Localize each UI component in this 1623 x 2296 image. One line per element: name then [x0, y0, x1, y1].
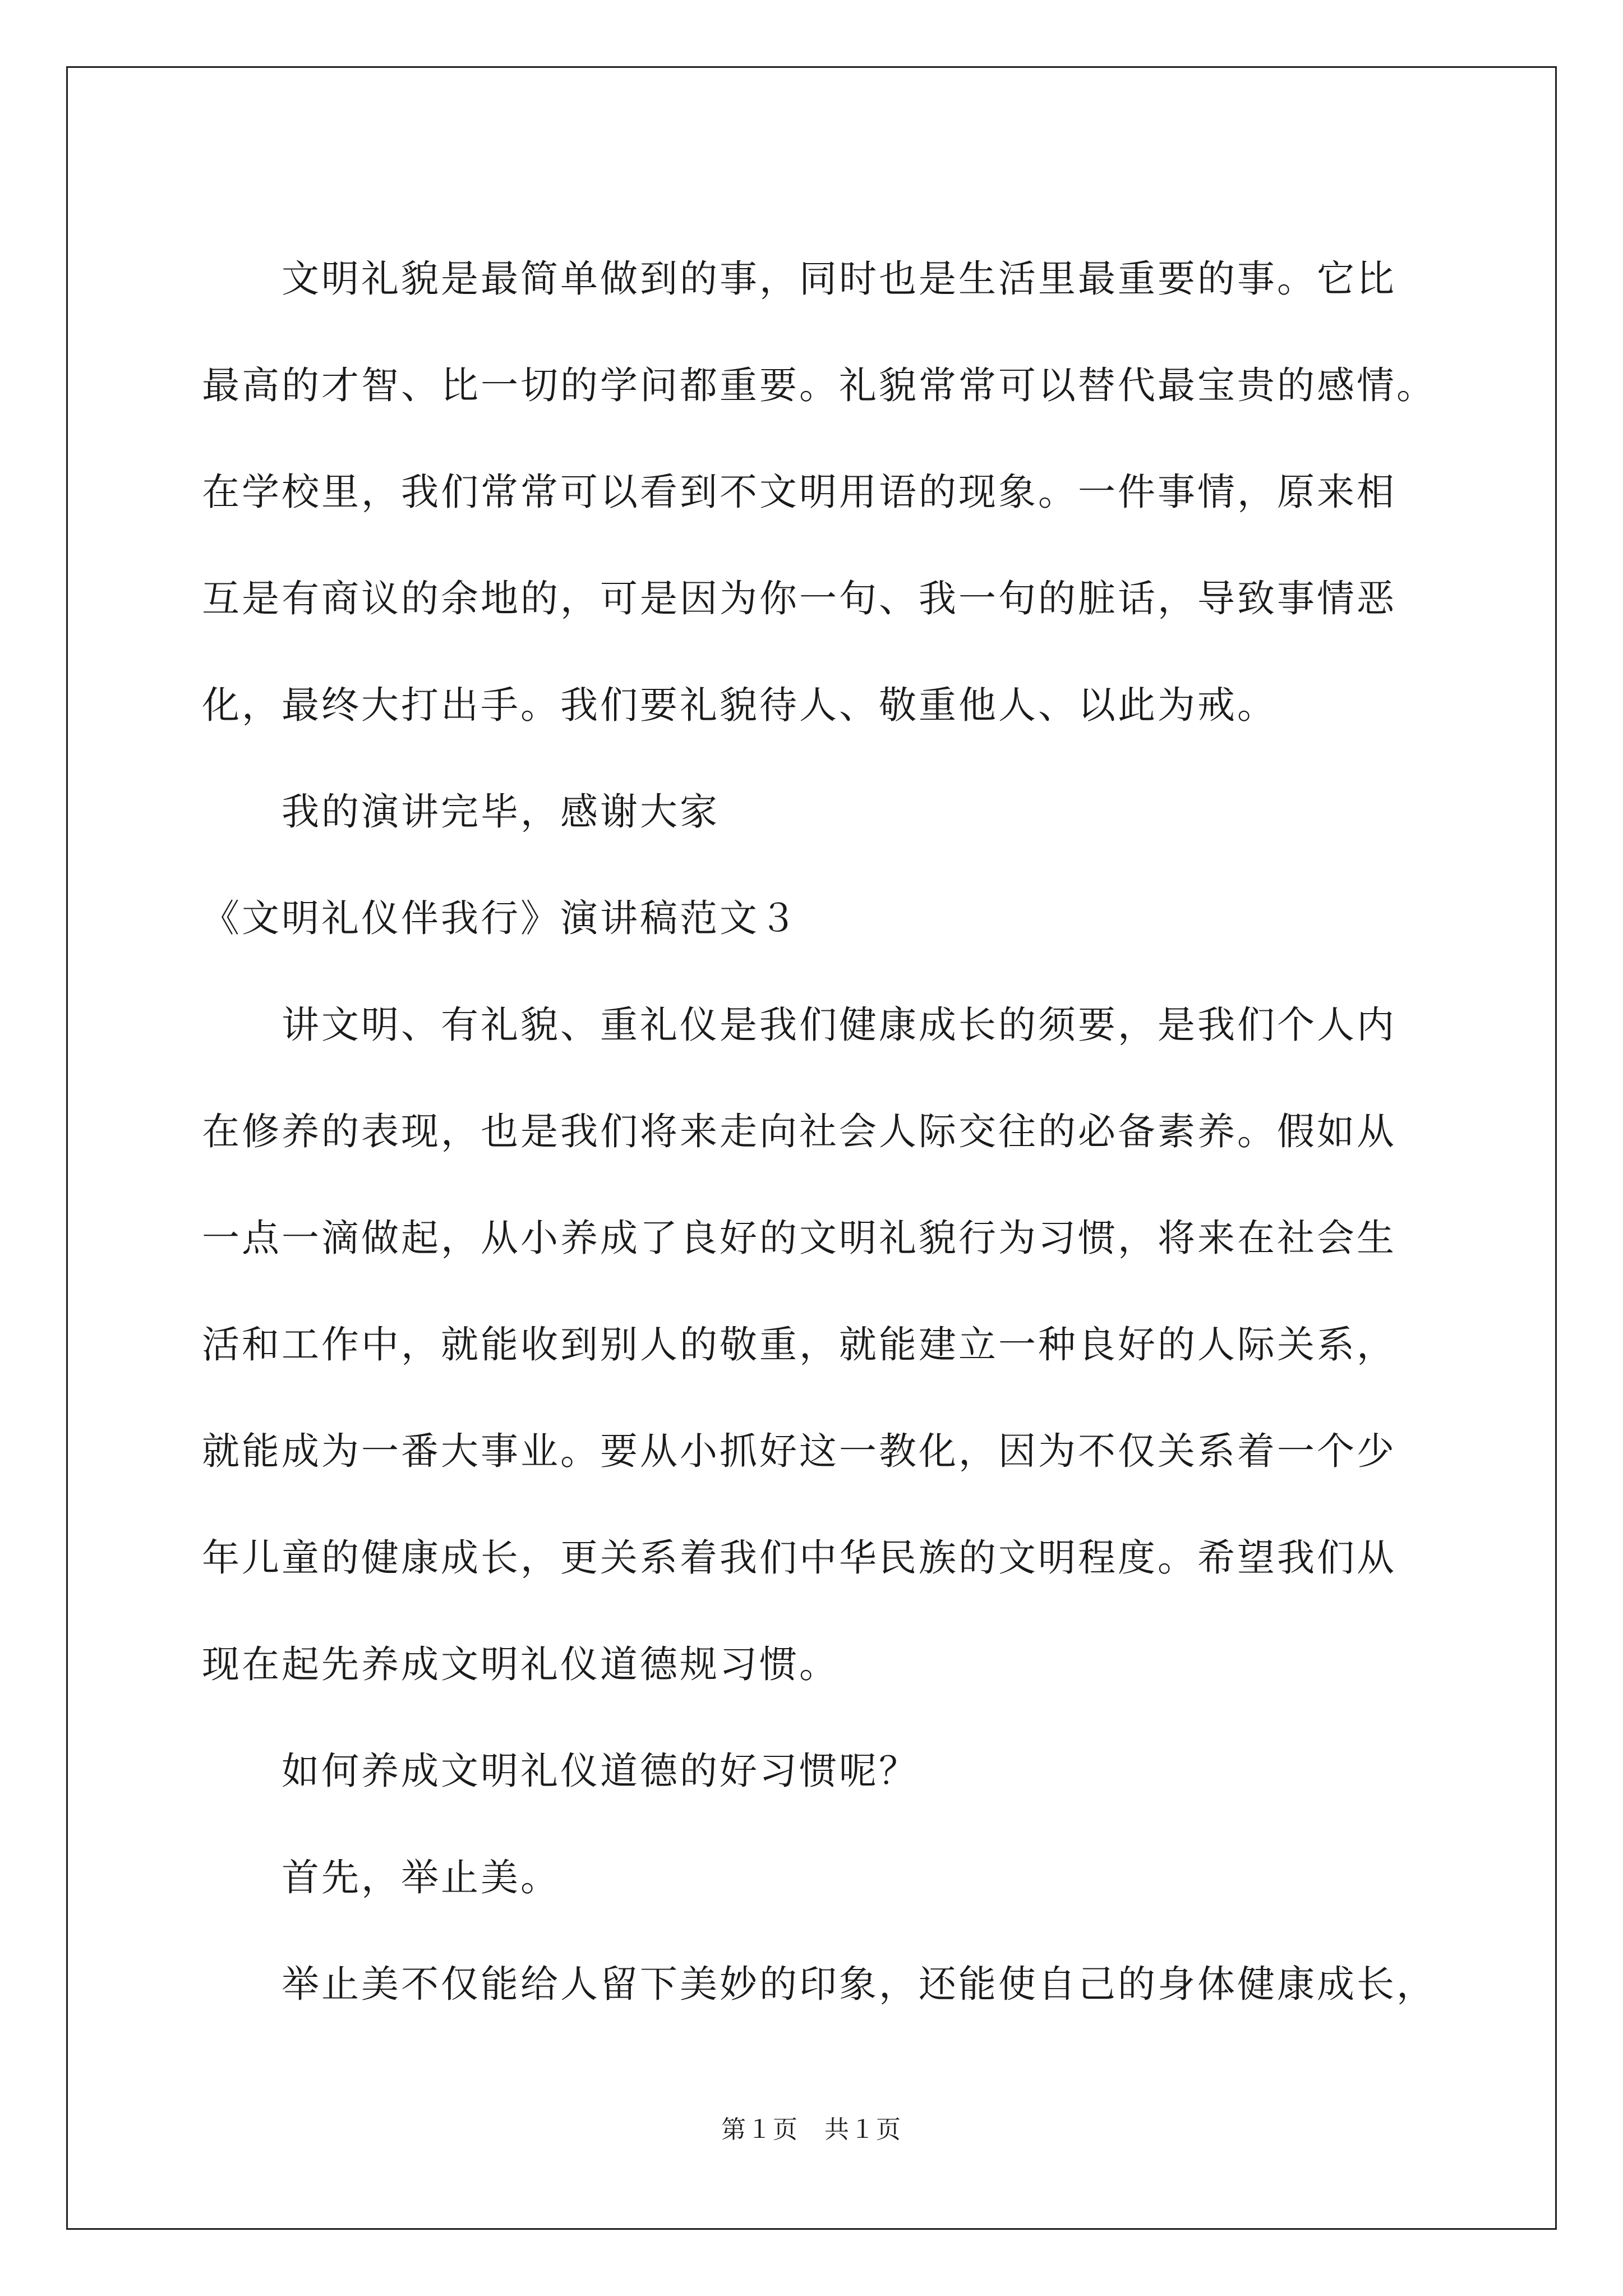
section-heading: 《文明礼仪伴我行》演讲稿范文３	[202, 896, 799, 940]
body-line: 讲文明、有礼貌、重礼仪是我们健康成长的须要，是我们个人内	[282, 1003, 1396, 1047]
body-line: 一点一滴做起，从小养成了良好的文明礼貌行为习惯，将来在社会生	[202, 1216, 1396, 1260]
body-line: 现在起先养成文明礼仪道德规习惯。	[202, 1642, 839, 1686]
closing-line: 我的演讲完毕，感谢大家	[282, 790, 720, 834]
body-line: 年儿童的健康成长，更关系着我们中华民族的文明程度。希望我们从	[202, 1536, 1396, 1580]
body-line: 文明礼貌是最简单做到的事，同时也是生活里最重要的事。它比	[282, 257, 1396, 301]
body-line: 在修养的表现，也是我们将来走向社会人际交往的必备素养。假如从	[202, 1110, 1396, 1153]
body-line: 最高的才智、比一切的学问都重要。礼貌常常可以替代最宝贵的感情。	[202, 364, 1436, 407]
point-heading-line: 首先，举止美。	[282, 1856, 560, 1899]
body-line: 活和工作中，就能收到别人的敬重，就能建立一种良好的人际关系，	[202, 1323, 1396, 1366]
page-number-footer: 第１页 共１页	[721, 2115, 902, 2144]
body-line: 举止美不仅能给人留下美妙的印象，还能使自己的身体健康成长，	[282, 1962, 1436, 2006]
body-line: 就能成为一番大事业。要从小抓好这一教化，因为不仅关系着一个少	[202, 1429, 1396, 1473]
body-line: 化，最终大打出手。我们要礼貌待人、敬重他人、以此为戒。	[202, 683, 1277, 727]
body-line: 互是有商议的余地的，可是因为你一句、我一句的脏话，导致事情恶	[202, 577, 1396, 620]
question-line: 如何养成文明礼仪道德的好习惯呢？	[282, 1749, 919, 1793]
body-line: 在学校里，我们常常可以看到不文明用语的现象。一件事情，原来相	[202, 470, 1396, 514]
document-body	[202, 226, 1464, 2037]
